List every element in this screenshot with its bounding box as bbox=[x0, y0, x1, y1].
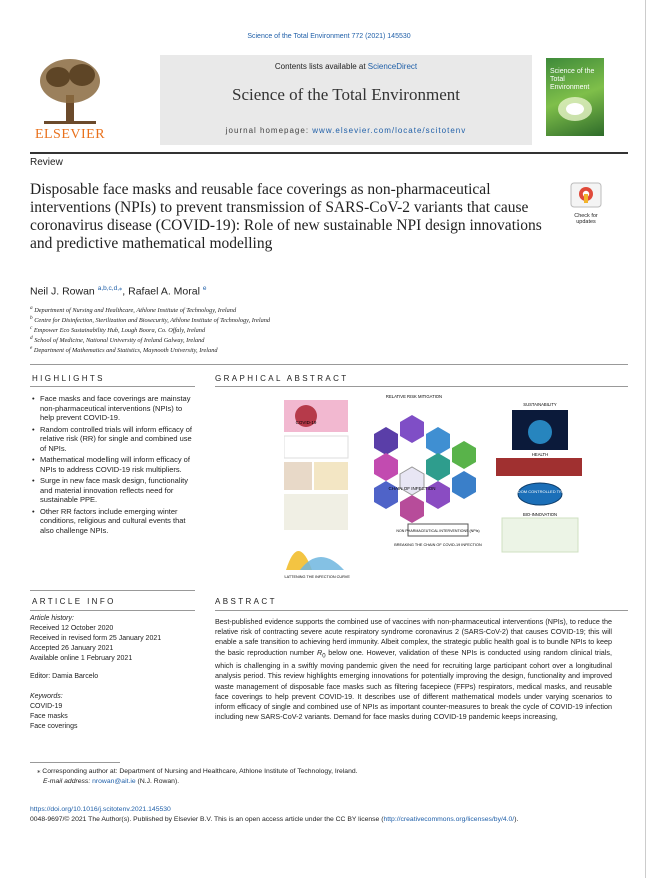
history-online: Available online 1 February 2021 bbox=[30, 655, 133, 662]
mask-chart-icon bbox=[314, 462, 348, 490]
history-accepted: Accepted 26 January 2021 bbox=[30, 645, 114, 652]
health-label: HEALTH bbox=[531, 452, 549, 457]
license-line: 0048-9697/© 2021 The Author(s). Published by Elsevier B.V. This is an open access article under the CC BY license (http://creativecommons.org/licenses/by/4.0/). bbox=[30, 816, 519, 823]
affil-rule bbox=[30, 364, 628, 365]
relative-risk-label: RELATIVE RISK MITIGATION bbox=[385, 394, 443, 399]
rct-badge bbox=[518, 483, 562, 505]
footnote-rule bbox=[30, 762, 120, 763]
editor: Editor: Damia Barcelo bbox=[30, 673, 99, 680]
article-info-heading: ARTICLE INFO bbox=[32, 597, 116, 606]
cover-art-icon bbox=[556, 94, 594, 124]
elsevier-logo bbox=[30, 55, 110, 145]
flatten-label: FLATTENING THE INFECTION CURVE bbox=[284, 575, 350, 579]
highlight-item: • Surge in new face mask design, functionality and material innovation reflects need for sustainable PPE. bbox=[32, 476, 192, 505]
rct-label: RANDOM CONTROLLED TRIALS bbox=[509, 489, 571, 494]
corresponding-mark[interactable]: ⁎ bbox=[119, 285, 123, 292]
history-revised: Received in revised form 25 January 2021 bbox=[30, 635, 162, 642]
highlights-heading: HIGHLIGHTS bbox=[32, 374, 105, 383]
highlight-item: • Mathematical modelling will inform efficacy of NPIs to address COVID-19 risk multipliers. bbox=[32, 455, 192, 474]
graphical-abstract-heading: GRAPHICAL ABSTRACT bbox=[215, 374, 349, 383]
keyword-item: Face coverings bbox=[30, 723, 78, 730]
journal-cover-thumbnail[interactable] bbox=[546, 58, 604, 136]
affiliation-c: $^c$ Empower Eco Sustainability Hub, Lough Boora, Co. Offaly, Ireland bbox=[30, 325, 206, 335]
corresponding-footnote: ⁎ Corresponding author at: Department of Nursing and Healthcare, Athlone Institute of Technology, Ireland. E-mail address: nrowan@ait.ie (N.J. Rowan). bbox=[37, 768, 358, 785]
abstract-rule bbox=[215, 610, 628, 611]
author-list: Neil J. Rowan $^{a,b,c,d,⁎}$, Rafael A. Moral $^e$ bbox=[30, 285, 207, 298]
highlight-item: • Other RR factors include emerging winter conditions, religious and cultural events that also challenge NPIs. bbox=[32, 507, 192, 536]
ga-rule bbox=[215, 386, 628, 387]
affiliation-b: $^b$ Centre for Disinfection, Sterilization and Biosecurity, Athlone Institute of Technology, Ireland bbox=[30, 315, 271, 325]
elsevier-wordmark: ELSEVIER bbox=[34, 127, 106, 142]
mask-person-icon bbox=[284, 462, 312, 490]
sustainability-label: SUSTAINABILITY bbox=[523, 402, 557, 407]
journal-citation[interactable]: Science of the Total Environment 772 (2021) 145530 bbox=[247, 33, 411, 40]
author-rowan[interactable]: Neil J. Rowan bbox=[30, 285, 95, 298]
journal-homepage: journal homepage: www.elsevier.com/locate/scitotenv bbox=[225, 126, 467, 135]
chain-label: CHAIN OF INFECTION bbox=[388, 486, 436, 491]
contents-line: Contents lists available at ScienceDirect bbox=[274, 62, 418, 71]
npi-label: NON PHARMACEUTICAL INTERVENTIONS (NPIs) bbox=[396, 529, 480, 533]
highlights-bottom-rule bbox=[30, 590, 195, 591]
bio-innovation-label: BIO-INNOVATION bbox=[522, 512, 558, 517]
abstract-heading: ABSTRACT bbox=[215, 597, 277, 606]
elsevier-tree-icon bbox=[30, 55, 110, 127]
mask-photo-icon bbox=[284, 494, 348, 530]
cover-title: Science of the Total Environment bbox=[550, 68, 595, 91]
highlight-item: • Face masks and face coverings are mainstay non-pharmaceutical interventions (NPIs) to help prevent COVID-19. bbox=[32, 394, 192, 423]
graphical-abstract-figure[interactable] bbox=[284, 394, 614, 584]
graphical-abstract-svg bbox=[284, 394, 614, 584]
bio-innovation-image bbox=[502, 518, 578, 552]
keyword-item: Face masks bbox=[30, 713, 68, 720]
highlights-list bbox=[32, 394, 192, 537]
check-updates-label: Check for updates bbox=[574, 213, 598, 225]
equations-panel bbox=[284, 436, 348, 458]
keyword-item: COVID-19 bbox=[30, 703, 63, 710]
hexagon-cluster bbox=[374, 415, 476, 523]
breaking-label: BREAKING THE CHAIN OF COVID-19 INFECTION bbox=[394, 543, 482, 547]
history-received: Received 12 October 2020 bbox=[30, 625, 114, 632]
highlights-rule bbox=[30, 386, 195, 387]
page-edge bbox=[645, 0, 646, 878]
keywords-label: Keywords: bbox=[30, 693, 63, 700]
covid-label: COVID-19 bbox=[295, 420, 317, 425]
doi-link[interactable]: https://doi.org/10.1016/j.scitotenv.2021.145530 bbox=[30, 806, 171, 813]
author-moral-affil: e bbox=[202, 285, 207, 292]
history-label: Article history: bbox=[30, 615, 74, 622]
author-rowan-affil: a,b,c,d, bbox=[97, 285, 120, 292]
affiliation-e: $^e$ Department of Mathematics and Statistics, Maynooth University, Ireland bbox=[30, 345, 218, 355]
email-link[interactable]: nrowan@ait.ie bbox=[92, 777, 136, 785]
check-for-updates-badge[interactable] bbox=[570, 182, 602, 225]
journal-name: Science of the Total Environment bbox=[232, 85, 460, 104]
journal-masthead bbox=[160, 55, 532, 145]
sciencedirect-link[interactable]: ScienceDirect bbox=[367, 62, 418, 71]
article-title: Disposable face masks and reusable face coverings as non-pharmaceutical interventions (NPIs) to prevent transmission of SARS-CoV-2 variants that cause coronavirus disease (COVID-19): Role of new sustainable NPI design innovations and predictive mathematical modelling bbox=[30, 181, 542, 252]
header-rule bbox=[30, 152, 628, 154]
health-image bbox=[496, 458, 582, 476]
abstract-text: Best-published evidence supports the combined use of vaccines with non-pharmaceutical interventions (NPIs), to reduce the relative risk of contracting severe acute respiratory syndrome coronavirus 2 (SARS-CoV-2) that causes COVID-19; this will enable a safe transition to achieving herd immunity. Albeit complex, the strategic public health goal is to bundle NPIs to keep the basic reproduction number $R_0$ below one. However, validation of these NPIs is conducted using random clinical trials, which is challenging in a swiftly moving pandemic given the need for recruiting large participant cohort over a longitudinal analysis period. This review highlights emerging innovations for potentially improving the design, functionality and improved waste management of disposable face masks such as filtering facepiece (FFPs) respirators, medical masks, and reusable face coverings to help prevent COVID-19. It describes use of different mathematical models under varying scenarios to inform efficacy of single and combined use of NPIs as important counter-measures to break the cycle of COVID-19 infection including new SARS-CoV-2 variants. Demand for face masks during COVID-19 pandemic keeps increasing, bbox=[215, 617, 612, 722]
homepage-link[interactable]: www.elsevier.com/locate/scitotenv bbox=[312, 126, 467, 135]
highlight-item: • Random controlled trials will inform efficacy of relative risk (RR) for single and combined use of NPIs. bbox=[32, 425, 192, 454]
crossmark-icon bbox=[570, 182, 602, 208]
affiliation-a: $^a$ Department of Nursing and Healthcare, Athlone Institute of Technology, Ireland bbox=[30, 305, 237, 315]
affiliation-d: $^d$ School of Medicine, National University of Ireland Galway, Ireland bbox=[30, 335, 205, 345]
article-type: Review bbox=[30, 157, 63, 168]
article-info-rule bbox=[30, 610, 195, 611]
author-moral[interactable]: Rafael A. Moral bbox=[128, 285, 200, 298]
license-link[interactable]: http://creativecommons.org/licenses/by/4.0/ bbox=[383, 816, 515, 823]
